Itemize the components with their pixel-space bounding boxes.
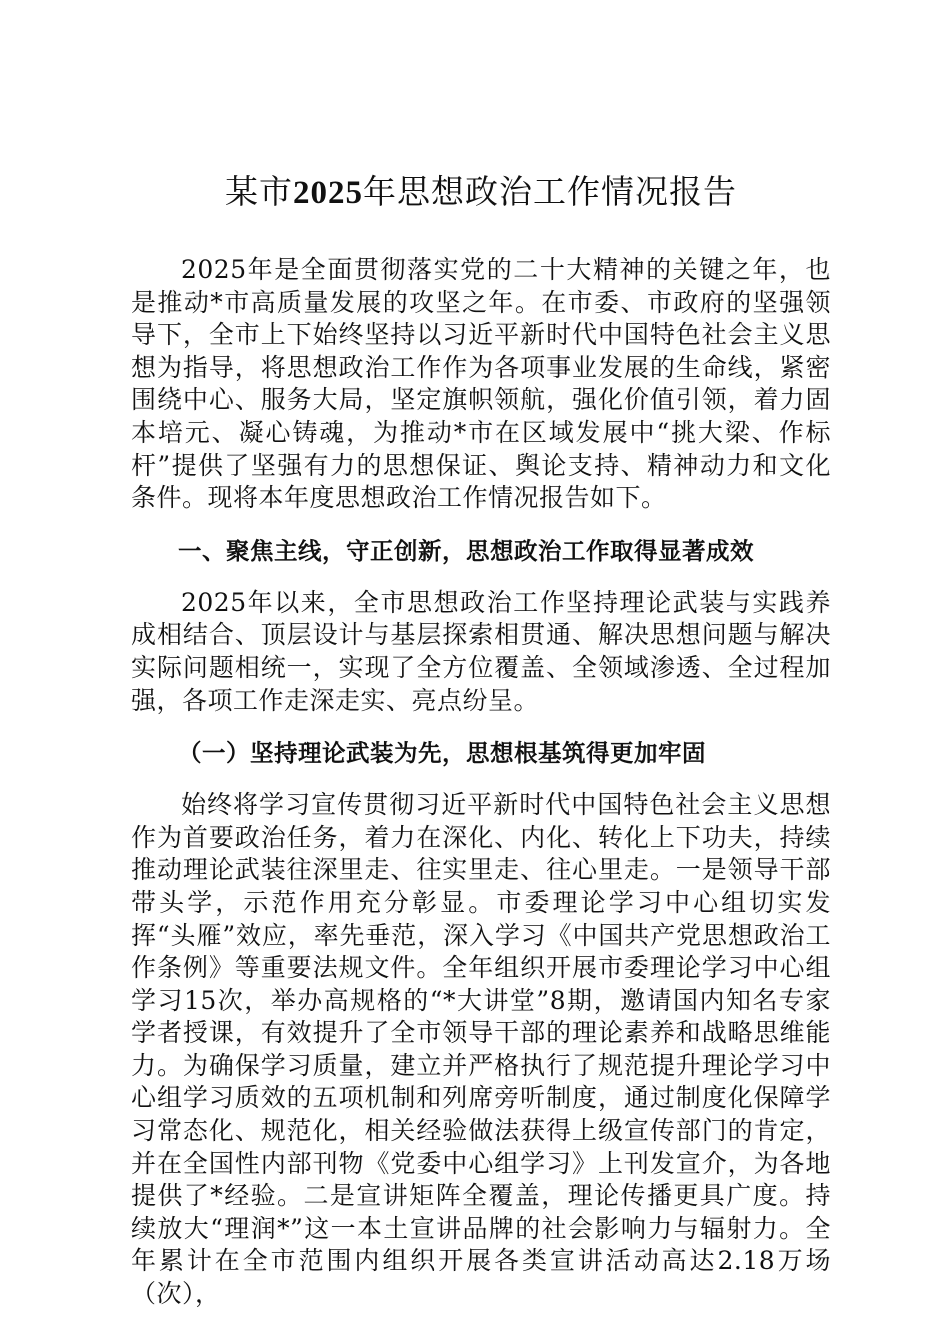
title-year: 2025 — [293, 175, 363, 211]
subsection-paragraph: 始终将学习宣传贯彻习近平新时代中国特色社会主义思想作为首要政治任务，着力在深化、内化、转化上下功夫，持续推动理论武装往深里走、往实里走、往心里走。一是领导干部带头学，示范作用充分彰显。市委理论学习中心组切实发挥“头雁”效应，率先垂范，深入学习《中国共产党思想政治工作条例》等重要法规文件。全年组织开展市委理论学习中心组学习15次，举办高规格的“*大讲堂”8期，邀请国内知名专家学者授课，有效提升了全市领导干部的理论素养和战略思维能力。为确保学习质量，建立并严格执行了规范提升理论学习中心组学习质效的五项机制和列席旁听制度，通过制度化保障学习常态化、规范化，相关经验做法获得上级宣传部门的肯定，并在全国性内部刊物《党委中心组学习》上刊发宣介，为各地提供了*经验。二是宣讲矩阵全覆盖，理论传播更具广度。持续放大“理润*”这一本土宣讲品牌的社会影响力与辐射力。全年累计在全市范围内组织开展各类宣讲活动高达2.18万场（次）， — [131, 790, 831, 1309]
document-title — [131, 172, 831, 214]
section-heading: 一、聚焦主线，守正创新，思想政治工作取得显著成效 — [178, 536, 754, 565]
title-prefix: 某市 — [225, 175, 293, 211]
intro-paragraph: 2025年是全面贯彻落实党的二十大精神的关键之年，也是推动*市高质量发展的攻坚之年。在市委、市政府的坚强领导下，全市上下始终坚持以习近平新时代中国特色社会主义思想为指导，将思想政治工作作为各项事业发展的生命线，紧密围绕中心、服务大局，坚定旗帜领航，强化价值引领，着力固本培元、凝心铸魂，为推动*市在区域发展中“挑大梁、作标杆”提供了坚强有力的思想保证、舆论支持、精神动力和文化条件。现将本年度思想政治工作情况报告如下。 — [131, 255, 831, 513]
document-body — [131, 172, 831, 1311]
subsection-heading: （一）坚持理论武装为先，思想根基筑得更加牢固 — [178, 739, 706, 768]
section-paragraph: 2025年以来，全市思想政治工作坚持理论武装与实践养成相结合、顶层设计与基层探索相贯通、解决思想问题与解决实际问题相统一，实现了全方位覆盖、全领域渗透、全过程加强，各项工作走深走实、亮点纷呈。 — [131, 587, 831, 715]
title-suffix: 年思想政治工作情况报告 — [363, 175, 737, 211]
